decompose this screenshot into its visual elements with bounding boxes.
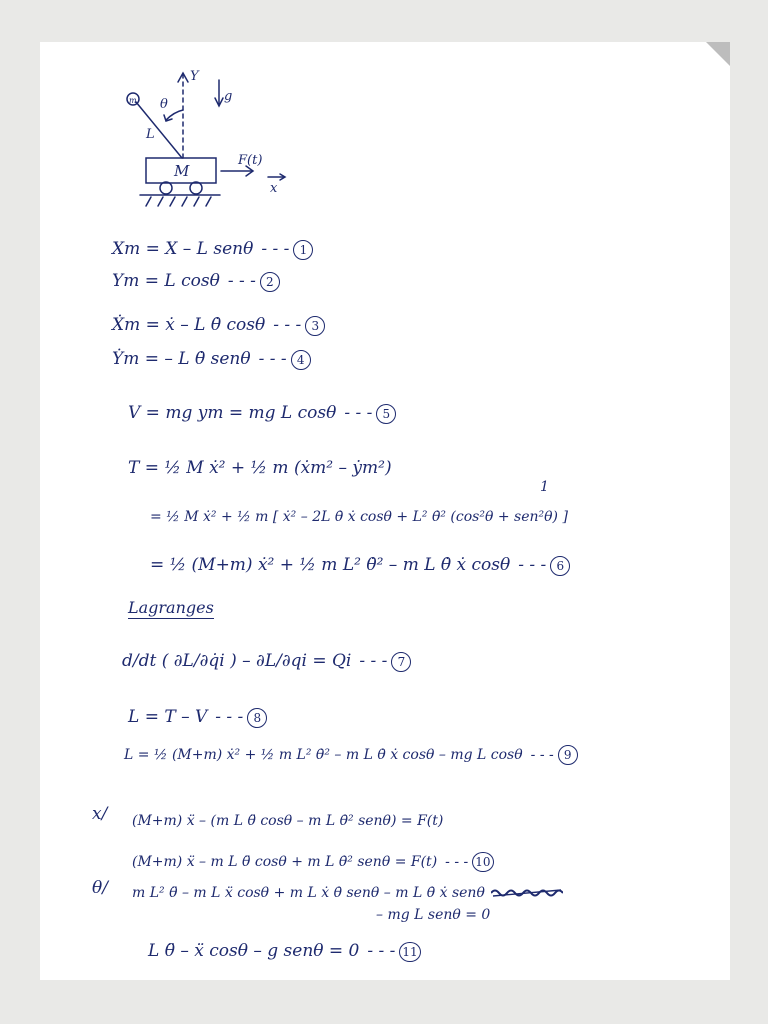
kinetic-energy-line-1 (128, 460, 392, 477)
equation-11: L θ̈ – ẍ cosθ – g senθ = 0 - - - 11 (148, 942, 421, 962)
equation-5: V = mg ym = mg L cosθ - - - 5 (128, 404, 396, 424)
theta-equation-line-2 (376, 908, 490, 922)
angle-label: θ (160, 97, 168, 112)
annotation-one: 1 (540, 479, 549, 495)
equation-1: Xm = X – L senθ - - - 1 (112, 240, 313, 260)
equation-text: T = ½ M ẋ² + ½ m (ẋm² – ẏm²) (128, 458, 392, 478)
x-axis-label: x (270, 181, 278, 196)
equation-text: Ẏm = – L θ̇ senθ (112, 349, 251, 369)
force-label: F(t) (238, 153, 263, 168)
x-equation-line-1 (132, 814, 443, 828)
length-label: L (146, 127, 155, 142)
cart-label: M (174, 162, 190, 180)
equation-number: 4 (291, 350, 311, 370)
equation-number: 11 (399, 942, 420, 962)
kinetic-energy-line-3: = ½ (M+m) ẋ² + ½ m L² θ̇² – m L θ̇ ẋ cosθ - - - 6 (150, 556, 570, 576)
equation-8: L = T – V - - - 8 (128, 708, 267, 728)
equation-number: 10 (472, 852, 493, 872)
equation-number: 8 (247, 708, 267, 728)
equation-text: – mg L senθ = 0 (376, 907, 491, 923)
page-fold-corner (706, 42, 730, 66)
equation-text: m L² θ̈ – m L ẍ cosθ + m L ẋ θ̇ senθ – m L θ̇ ẋ senθ (132, 885, 485, 901)
equation-7: d/dt ( ∂L/∂q̇i ) – ∂L/∂qi = Qi - - - 7 (122, 652, 411, 672)
pendulum-cart-diagram (118, 64, 318, 224)
equation-number: 6 (550, 556, 570, 576)
equation-text: Ẋm = ẋ – L θ̇ cosθ (112, 315, 266, 335)
equation-3: Ẋm = ẋ – L θ̇ cosθ - - - 3 (112, 316, 325, 336)
equation-text: = ½ (M+m) ẋ² + ½ m L² θ̇² – m L θ̇ ẋ cosθ (150, 555, 511, 575)
equation-number: 7 (391, 652, 411, 672)
equation-text: = ½ M ẋ² + ½ m [ ẋ² – 2L θ̇ ẋ cosθ + L² θ̇² (cos²θ + sen²θ) ] (150, 509, 568, 525)
x-coordinate-marker: x/ (92, 804, 108, 824)
crossed-out-scribble (491, 888, 563, 898)
equation-number: 2 (260, 272, 280, 292)
equation-text: L = ½ (M+m) ẋ² + ½ m L² θ̇² – m L θ̇ ẋ cosθ – mg L cosθ (124, 747, 523, 763)
gravity-label: g (224, 89, 233, 104)
equation-number: 9 (558, 745, 578, 765)
equation-number: 5 (376, 404, 396, 424)
equation-text: V = mg ym = mg L cosθ (128, 403, 337, 423)
equation-number: 3 (305, 316, 325, 336)
equation-text: L θ̈ – ẍ cosθ – g senθ = 0 (148, 941, 360, 961)
equation-text: (M+m) ẍ – (m L θ̈ cosθ – m L θ̇² senθ) = F(t) (132, 813, 444, 829)
lagrange-heading: Lagranges (128, 598, 214, 617)
equation-9: L = ½ (M+m) ẋ² + ½ m L² θ̇² – m L θ̇ ẋ cosθ – mg L cosθ - - - 9 (124, 745, 578, 765)
equation-4: Ẏm = – L θ̇ senθ - - - 4 (112, 350, 311, 370)
mass-label: m (129, 96, 137, 105)
equation-10: (M+m) ẍ – m L θ̈ cosθ + m L θ̇² senθ = F(t) - - - 10 (132, 852, 494, 872)
equation-text: L = T – V (128, 707, 208, 727)
equation-text: (M+m) ẍ – m L θ̈ cosθ + m L θ̇² senθ = F(t) (132, 854, 438, 870)
y-axis-label: Y (190, 69, 199, 84)
equation-text: Xm = X – L senθ (112, 239, 254, 259)
theta-equation-line-1 (132, 886, 563, 900)
equation-text: Ym = L cosθ (112, 271, 220, 291)
equation-text: d/dt ( ∂L/∂q̇i ) – ∂L/∂qi = Qi (122, 651, 352, 671)
equation-number: 1 (293, 240, 313, 260)
kinetic-energy-line-2 (150, 510, 568, 524)
theta-coordinate-marker: θ/ (92, 878, 108, 898)
equation-2: Ym = L cosθ - - - 2 (112, 272, 280, 292)
